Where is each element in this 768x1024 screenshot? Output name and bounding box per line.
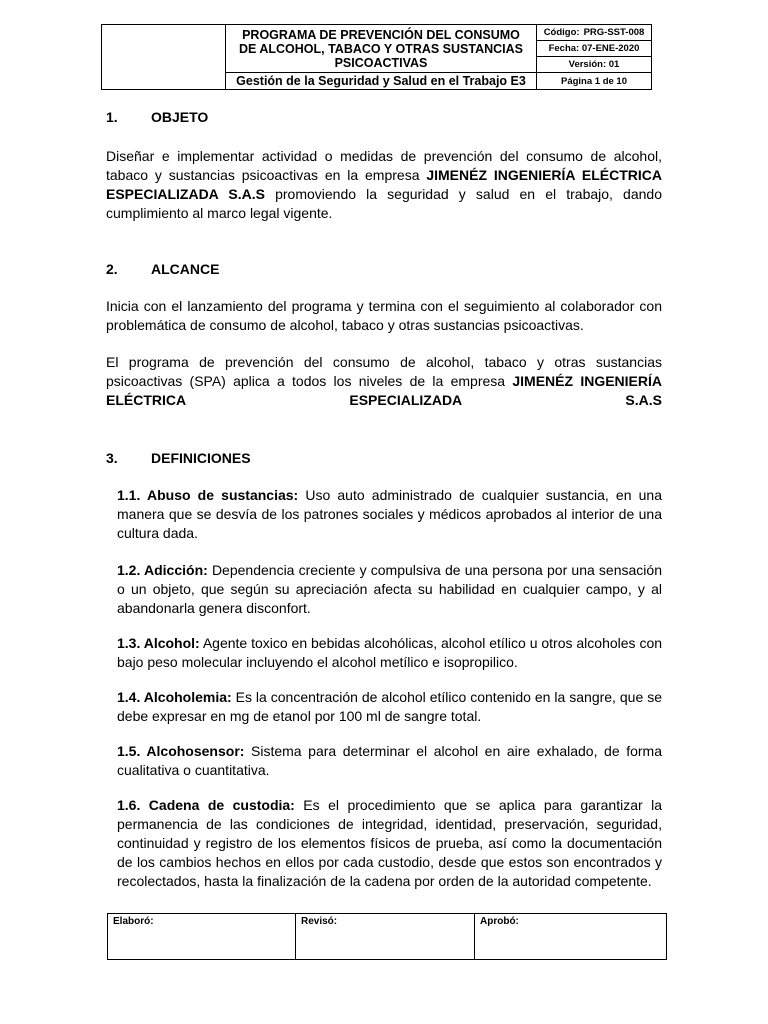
definition-item — [117, 486, 662, 543]
company-name: JIMENÉZ INGENIERÍA ELÉCTRICA ESPECIALIZADA S.A.S — [106, 373, 662, 408]
section-number: 1. — [106, 109, 118, 125]
section-number: 2. — [106, 261, 118, 277]
objeto-text-b: promoviendo la seguridad y salud en el trabajo, dando cumplimiento al marco legal vigente. — [106, 186, 662, 221]
codigo-value: PRG-SST-008 — [583, 27, 645, 38]
definition-item — [117, 634, 662, 672]
document-subtitle: Gestión de la Seguridad y Salud en el Trabajo E3 — [226, 73, 537, 89]
objeto-text-a: Diseñar e implementar actividad o medidas de prevención del consumo de alcohol, tabaco y sustancias psicoactivas en la empresa — [106, 148, 662, 183]
definition-term: 1.3. Alcohol: — [117, 635, 200, 651]
codigo-row — [537, 25, 651, 41]
signature-table — [107, 913, 667, 960]
section-title: ALCANCE — [151, 261, 220, 277]
title-line-3: PSICOACTIVAS — [334, 55, 428, 70]
fecha-row: Fecha: 07-ENE-2020 — [537, 41, 651, 57]
definition-term: 1.4. Alcoholemia: — [117, 689, 232, 705]
section-number: 3. — [106, 450, 118, 466]
version-row: Versión: 01 — [537, 57, 651, 73]
alcance-paragraph-1: Inicia con el lanzamiento del programa y termina con el seguimiento al colaborador con problemática de consumo de alcohol, tabaco y otras sustancias psicoactivas. — [106, 298, 662, 333]
definition-item — [117, 561, 662, 618]
codigo-label: Código: — [543, 27, 580, 38]
definition-text: Agente toxico en bebidas alcohólicas, alcohol etílico u otros alcoholes con bajo peso molecular incluyendo el alcohol metílico e isopropilico. — [117, 635, 663, 670]
section-heading-definiciones — [106, 449, 662, 468]
definition-term: 1.1. Abuso de sustancias: — [117, 487, 299, 503]
document-meta — [537, 25, 651, 89]
definition-text: Es el procedimiento que se aplica para garantizar la permanencia de las condiciones de integridad, identidad, preservación, seguridad, continuidad y registro de los elementos físicos de prueba, así como la documentación de los cambios hechos en ellos por cada custodio, desde que estos son encontrados y recolectados, hasta la finalización de la cadena por orden de la autoridad competente. — [117, 797, 662, 889]
definition-text: Dependencia creciente y compulsiva de una persona por una sensación o un objeto, que según su apreciación afecta su habilidad en cualquier campo, y al abandonarla genera disconfort. — [117, 562, 662, 616]
title-line-2: DE ALCOHOL, TABACO Y OTRAS SUSTANCIAS — [238, 41, 524, 56]
pagina-row: Página 1 de 10 — [560, 75, 627, 87]
definition-item — [117, 742, 662, 780]
aprobo-cell: Aprobó: — [474, 914, 666, 959]
company-name: JIMENÉZ INGENIERÍA ELÉCTRICA ESPECIALIZADA S.A.S — [106, 167, 662, 202]
title-line-1: PROGRAMA DE PREVENCIÓN DEL CONSUMO — [242, 27, 520, 42]
objeto-paragraph — [106, 147, 662, 223]
document-title — [226, 25, 537, 73]
reviso-cell: Revisó: — [295, 914, 474, 959]
logo-cell — [102, 25, 226, 89]
definition-item — [117, 796, 662, 891]
section-heading-alcance — [106, 260, 662, 279]
elaboro-cell: Elaboró: — [113, 916, 154, 927]
section-title: OBJETO — [151, 109, 209, 125]
definition-text: Es la concentración de alcohol etílico contenido en la sangre, que se debe expresar en mg de etanol por 100 ml de sangre total. — [117, 689, 662, 724]
section-heading-objeto — [106, 108, 662, 127]
definition-text: Sistema para determinar el alcohol en aire exhalado, de forma cualitativa o cuantitativa. — [117, 743, 662, 778]
definition-term: 1.6. Cadena de custodia: — [117, 797, 295, 813]
alcance-paragraph-2 — [106, 353, 662, 410]
definition-term: 1.5. Alcohosensor: — [117, 743, 245, 759]
section-title: DEFINICIONES — [151, 450, 251, 466]
definition-item — [117, 688, 662, 726]
document-body — [106, 108, 662, 891]
alcance-text-a: El programa de prevención del consumo de alcohol, tabaco y otras sustancias psicoactivas (SPA) aplica a todos los niveles de la empresa — [106, 354, 662, 389]
definition-text: Uso auto administrado de cualquier sustancia, en una manera que se desvía de los patrones sociales y médicos aprobados al interior de una cultura dada. — [117, 487, 663, 541]
document-header-table — [101, 24, 652, 90]
definition-term: 1.2. Adicción: — [117, 562, 208, 578]
